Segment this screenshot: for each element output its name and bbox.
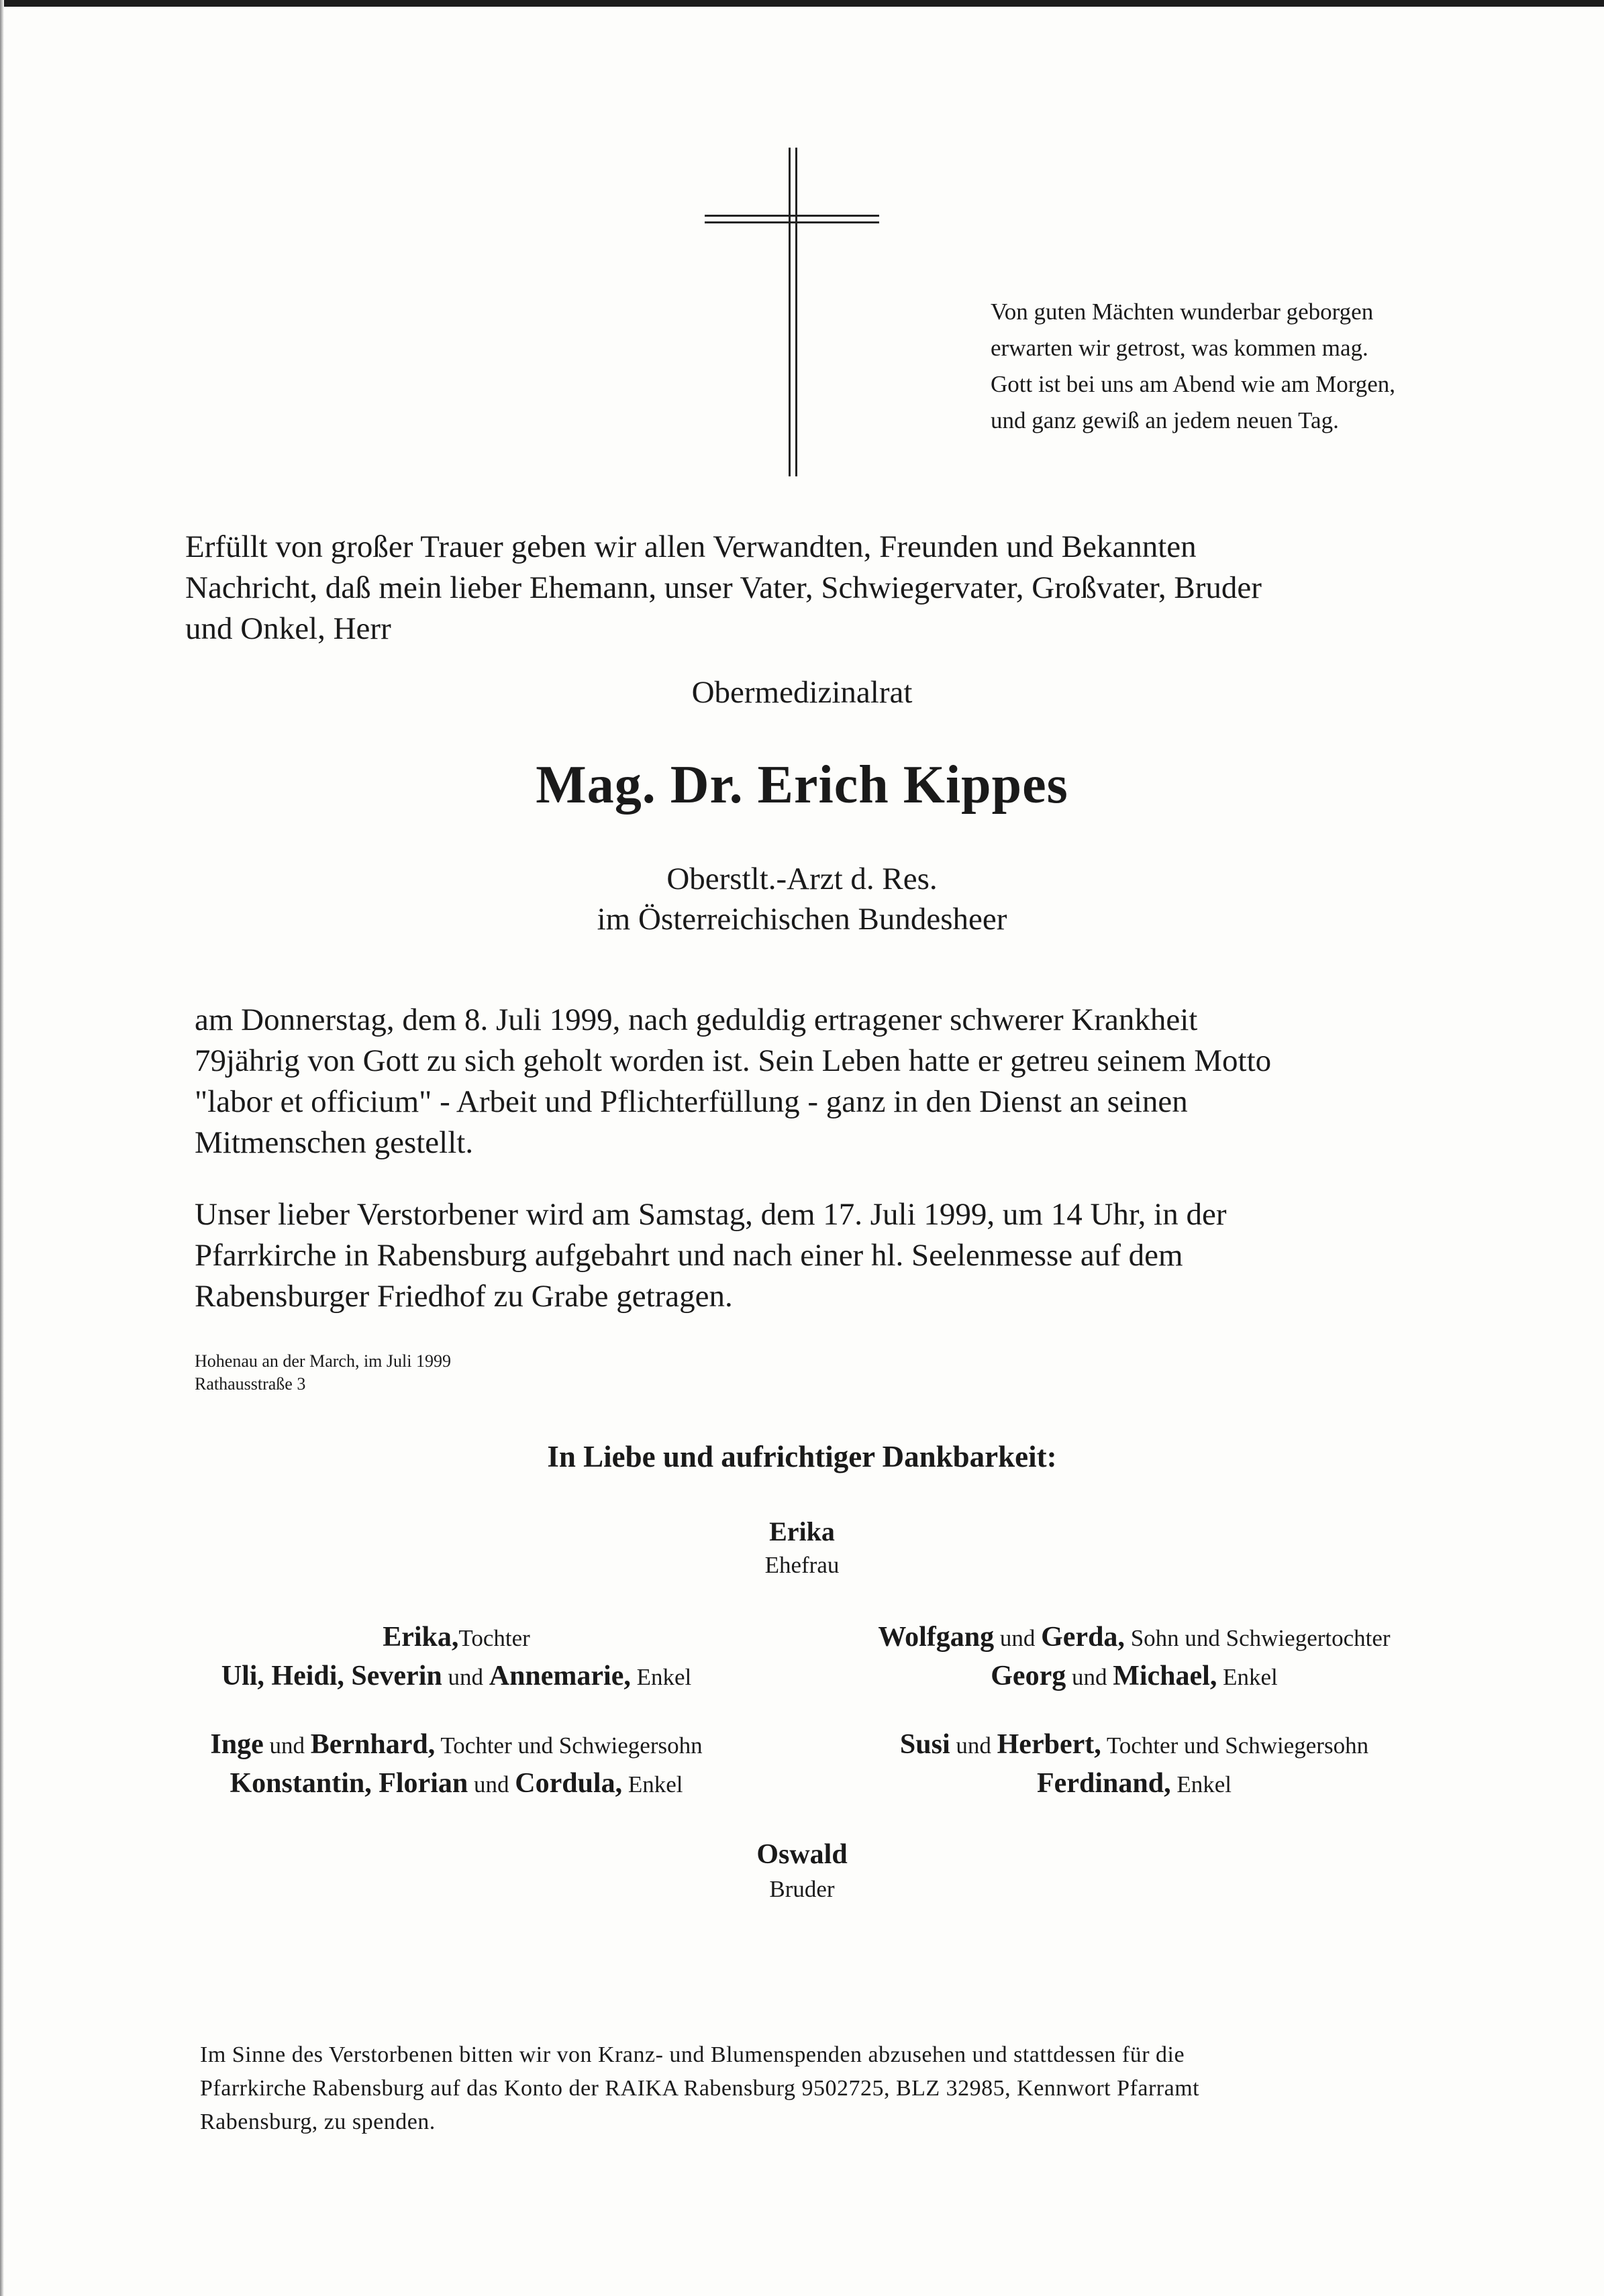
- mourner-role: Enkel: [1170, 1771, 1232, 1797]
- mourner-group-right-2: [799, 1726, 1470, 1804]
- mourner-name: Georg: [991, 1661, 1066, 1691]
- top-border-rule: [0, 0, 1604, 7]
- intro-line: Nachricht, daß mein lieber Ehemann, unser Vater, Schwiegervater, Großvater, Bruder: [185, 570, 1262, 605]
- funeral-line: Unser lieber Verstorbener wird am Samstag, dem 17. Juli 1999, um 14 Uhr, in der: [195, 1197, 1227, 1232]
- funeral-paragraph: [195, 1194, 1227, 1317]
- rank-line: im Österreichischen Bundesheer: [597, 902, 1007, 937]
- place-and-date: [195, 1350, 451, 1396]
- donation-line: Pfarrkirche Rabensburg auf das Konto der RAIKA Rabensburg 9502725, BLZ 32985, Kennwort Pfarramt: [200, 2076, 1200, 2101]
- mourner-role: Enkel: [622, 1771, 683, 1797]
- death-notice-line: 79jährig von Gott zu sich geholt worden ist. Sein Leben hatte er getreu seinem Motto: [195, 1043, 1272, 1078]
- intro-line: und Onkel, Herr: [185, 611, 391, 646]
- death-notice-line: am Donnerstag, dem 8. Juli 1999, nach geduldig ertragener schwerer Krankheit: [195, 1002, 1198, 1037]
- scan-left-edge: [0, 0, 4, 2296]
- address-line: Rathausstraße 3: [195, 1374, 306, 1394]
- mourner-role: Enkel: [630, 1664, 692, 1690]
- deceased-name: Mag. Dr. Erich Kippes: [536, 755, 1068, 815]
- mourner-role: Sohn und Schwiegertochter: [1124, 1625, 1391, 1651]
- mourner-role: Tochter und Schwiegersohn: [435, 1732, 703, 1759]
- mourner-role: Enkel: [1217, 1664, 1278, 1690]
- deceased-title: Obermedizinalrat: [691, 675, 913, 710]
- poem-line: und ganz gewiß an jedem neuen Tag.: [991, 407, 1339, 433]
- conjunction: und: [442, 1664, 489, 1690]
- mourner-name: Gerda,: [1041, 1622, 1125, 1653]
- conjunction: und: [950, 1732, 997, 1759]
- mourner-name: Susi: [899, 1729, 950, 1760]
- mourner-name: Herbert,: [997, 1729, 1101, 1760]
- poem-verse: [991, 294, 1501, 439]
- poem-line: Von guten Mächten wunderbar geborgen: [991, 299, 1374, 325]
- mourner-role: Bruder: [769, 1876, 835, 1902]
- mourner-name: Wolfgang: [878, 1622, 995, 1653]
- mourner-name: Erika: [769, 1516, 835, 1547]
- conjunction: und: [468, 1771, 515, 1797]
- conjunction: und: [1066, 1664, 1113, 1690]
- death-notice-line: Mitmenschen gestellt.: [195, 1125, 474, 1160]
- mourner-role: Tochter und Schwiegersohn: [1101, 1732, 1369, 1759]
- thanks-heading: In Liebe und aufrichtiger Dankbarkeit:: [547, 1440, 1057, 1473]
- intro-line: Erfüllt von großer Trauer geben wir allen Verwandten, Freunden und Bekannten: [185, 529, 1197, 564]
- mourner-brother: [0, 1837, 1604, 1907]
- death-notice-paragraph: [195, 1000, 1271, 1163]
- place-line: Hohenau an der March, im Juli 1999: [195, 1351, 451, 1371]
- mourner-name: Inge: [210, 1729, 264, 1760]
- mourner-name: Erika,: [383, 1622, 459, 1653]
- donation-line: Im Sinne des Verstorbenen bitten wir von Kranz- und Blumenspenden abzusehen und stattdessen für die: [200, 2042, 1185, 2067]
- conjunction: und: [263, 1732, 311, 1759]
- mourner-name: Oswald: [756, 1839, 848, 1870]
- mourner-widow: [0, 1515, 1604, 1582]
- mourner-group-right-1: [799, 1618, 1470, 1696]
- poem-line: Gott ist bei uns am Abend wie am Morgen,: [991, 371, 1396, 397]
- mourner-name: Uli, Heidi, Severin: [221, 1661, 442, 1691]
- deceased-rank: [0, 859, 1604, 939]
- donation-line: Rabensburg, zu spenden.: [200, 2109, 436, 2134]
- donation-note: [200, 2038, 1199, 2139]
- mourner-group-left-2: [121, 1726, 792, 1804]
- funeral-line: Rabensburger Friedhof zu Grabe getragen.: [195, 1279, 733, 1314]
- mourner-group-left-1: [121, 1618, 792, 1696]
- funeral-line: Pfarrkirche in Rabensburg aufgebahrt und nach einer hl. Seelenmesse auf dem: [195, 1238, 1183, 1273]
- rank-line: Oberstlt.-Arzt d. Res.: [666, 862, 938, 896]
- death-notice-line: "labor et officium" - Arbeit und Pflichterfüllung - ganz in den Dienst an seinen: [195, 1084, 1188, 1119]
- intro-paragraph: [185, 527, 1262, 649]
- cross-icon: [705, 148, 879, 476]
- mourner-name: Cordula,: [515, 1768, 623, 1799]
- mourner-role: Ehefrau: [764, 1552, 840, 1578]
- mourner-role: Tochter: [458, 1625, 530, 1651]
- mourner-name: Annemarie,: [489, 1661, 631, 1691]
- mourner-name: Konstantin, Florian: [230, 1768, 468, 1799]
- mourner-name: Ferdinand,: [1037, 1768, 1171, 1799]
- conjunction: und: [994, 1625, 1042, 1651]
- mourner-name: Michael,: [1113, 1661, 1217, 1691]
- poem-line: erwarten wir getrost, was kommen mag.: [991, 335, 1368, 361]
- mourner-name: Bernhard,: [310, 1729, 436, 1760]
